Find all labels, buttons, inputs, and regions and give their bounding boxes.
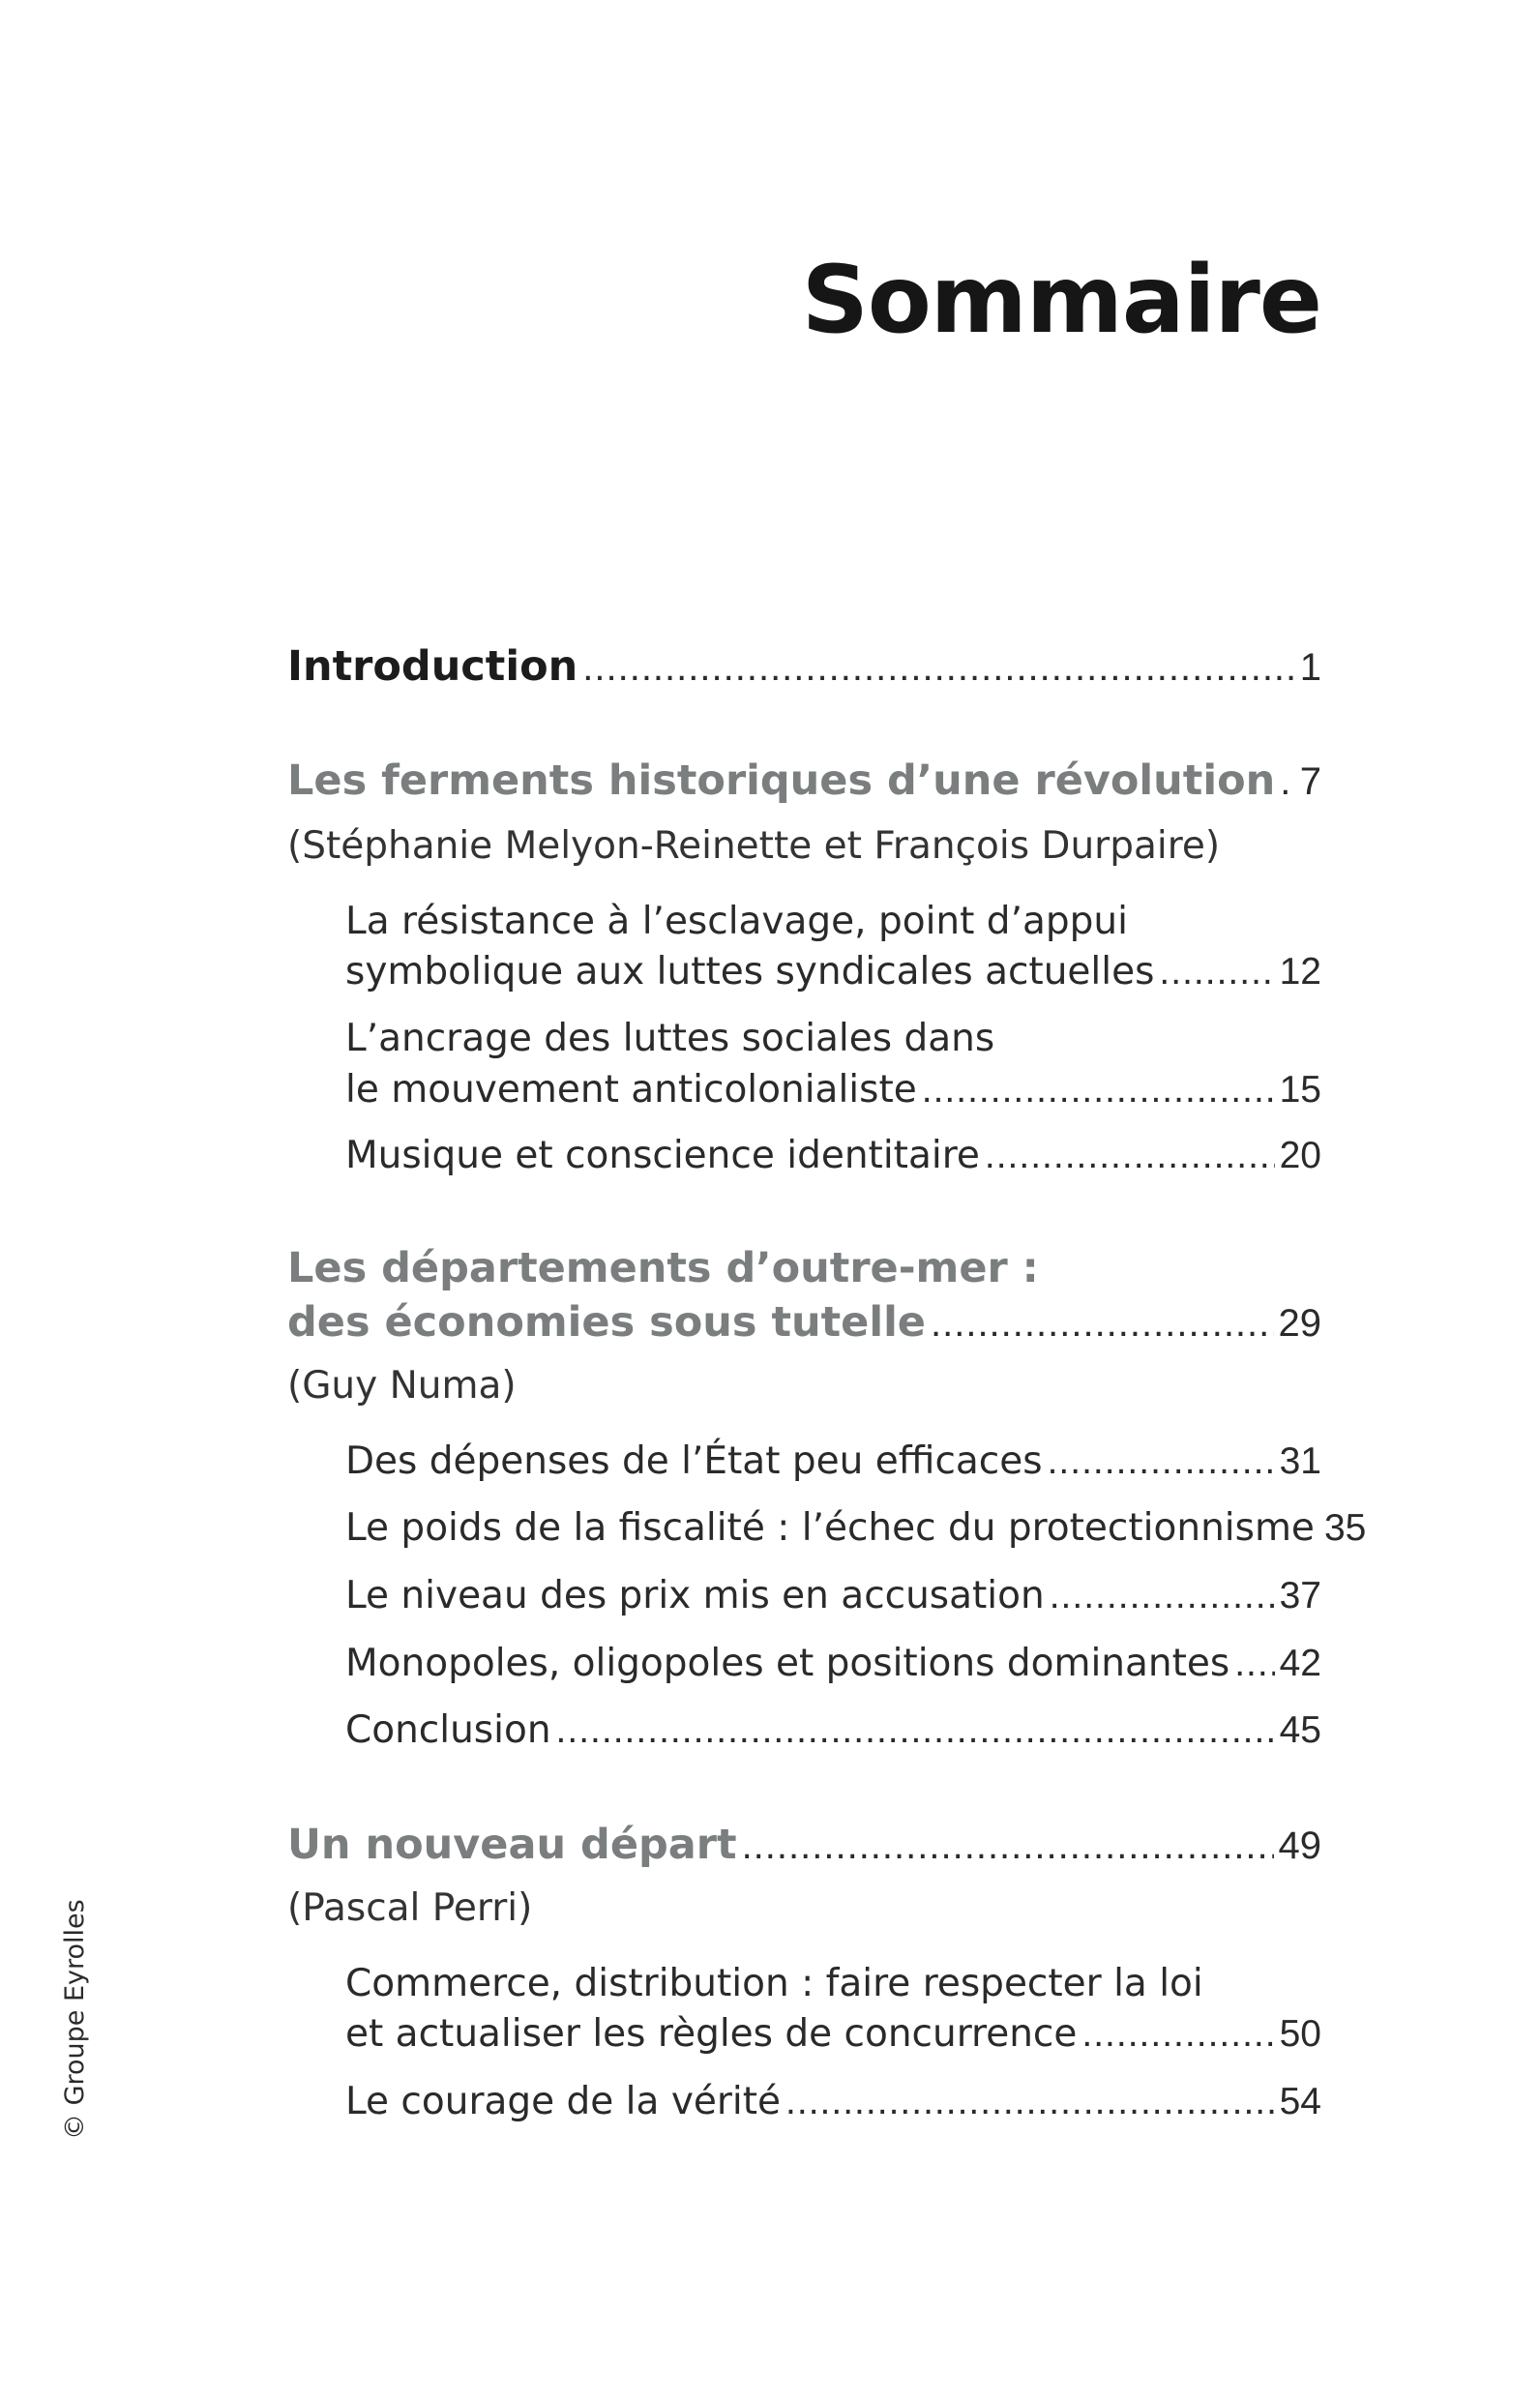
dot-leader [922,1069,1275,1112]
toc-subentry-label: Des dépenses de l’État peu efficaces [345,1439,1043,1483]
toc-subentry-line: La résistance à l’esclavage, point d’appui [345,900,1128,943]
table-of-contents [287,0,1367,2402]
toc-subentry-line: Commerce, distribution : faire respecter la loi [345,1962,1203,2005]
toc-subentry-label: Le poids de la fiscalité : l’échec du protectionnisme [345,1506,1315,1550]
toc-entry-section1[interactable] [287,756,1321,805]
toc-subentry-line: L’ancrage des luttes sociales dans [345,1017,995,1060]
toc-author: (Pascal Perri) [287,1886,533,1930]
dot-leader [556,1709,1275,1752]
toc-page-number: 37 [1279,1575,1321,1616]
toc-subentry-label: Musique et conscience identitaire [345,1134,980,1177]
toc-author: (Stéphanie Melyon-Reinette et François Durpaire) [287,824,1221,868]
toc-page-number: 15 [1279,1069,1321,1111]
toc-subentry[interactable] [345,1642,1321,1685]
toc-entry-introduction[interactable] [287,642,1321,691]
dot-leader [742,1824,1274,1868]
page-title: Sommaire [801,246,1321,354]
toc-subentry-label: Le niveau des prix mis en accusation [345,1574,1045,1617]
toc-entry-section2[interactable] [287,1298,1321,1347]
dot-leader [931,1302,1274,1346]
toc-subentry-label: Monopoles, oligopoles et positions dominantes [345,1642,1230,1685]
toc-page-number: 29 [1278,1302,1321,1345]
toc-entry-label: des économies sous tutelle [287,1298,926,1347]
copyright-notice: © Groupe Eyrolles [60,1899,90,2140]
toc-page-number: 45 [1279,1709,1321,1751]
toc-page-number: 7 [1299,760,1321,803]
toc-subentry-label: le mouvement anticolonialiste [345,1068,917,1112]
toc-page-number: 12 [1279,951,1321,993]
toc-subentry-label: et actualiser les règles de concurrence [345,2012,1078,2056]
toc-entry-label: Les ferments historiques d’une révolution [287,756,1276,805]
toc-entry-label: Introduction [287,642,578,691]
toc-subentry[interactable] [345,1134,1321,1177]
toc-page-number: 42 [1279,1643,1321,1684]
toc-subentry[interactable] [345,1439,1321,1483]
toc-subentry[interactable] [345,1574,1321,1617]
toc-subentry[interactable] [345,2080,1321,2123]
toc-page-number: 54 [1279,2081,1321,2122]
dot-leader [1234,1643,1274,1685]
dot-leader [1081,2013,1274,2056]
dot-leader [1280,760,1295,804]
toc-page-number: 20 [1279,1135,1321,1176]
toc-subentry[interactable] [345,950,1321,993]
dot-leader [1050,1575,1275,1617]
toc-page-number: 50 [1279,2013,1321,2055]
toc-subentry-label: Conclusion [345,1708,551,1752]
toc-section-title-line: Les départements d’outre-mer : [287,1244,1039,1292]
toc-page-number: 35 [1323,1507,1367,1549]
toc-subentry[interactable] [345,2012,1321,2056]
dot-leader [1159,951,1274,993]
dot-leader [1048,1440,1275,1483]
toc-subentry[interactable] [345,1068,1321,1112]
toc-entry-label: Un nouveau départ [287,1821,737,1869]
toc-subentry[interactable] [345,1506,1367,1550]
toc-entry-section3[interactable] [287,1821,1321,1869]
toc-page-number: 1 [1299,646,1321,689]
toc-subentry-label: symbolique aux luttes syndicales actuelles [345,950,1155,993]
dot-leader [785,2081,1275,2123]
dot-leader [582,646,1295,690]
toc-page-number: 49 [1278,1824,1321,1867]
dot-leader [985,1135,1275,1177]
toc-page-number: 31 [1279,1440,1321,1482]
toc-subentry-label: Le courage de la vérité [345,2080,782,2123]
toc-author: (Guy Numa) [287,1364,517,1408]
toc-subentry[interactable] [345,1708,1321,1752]
